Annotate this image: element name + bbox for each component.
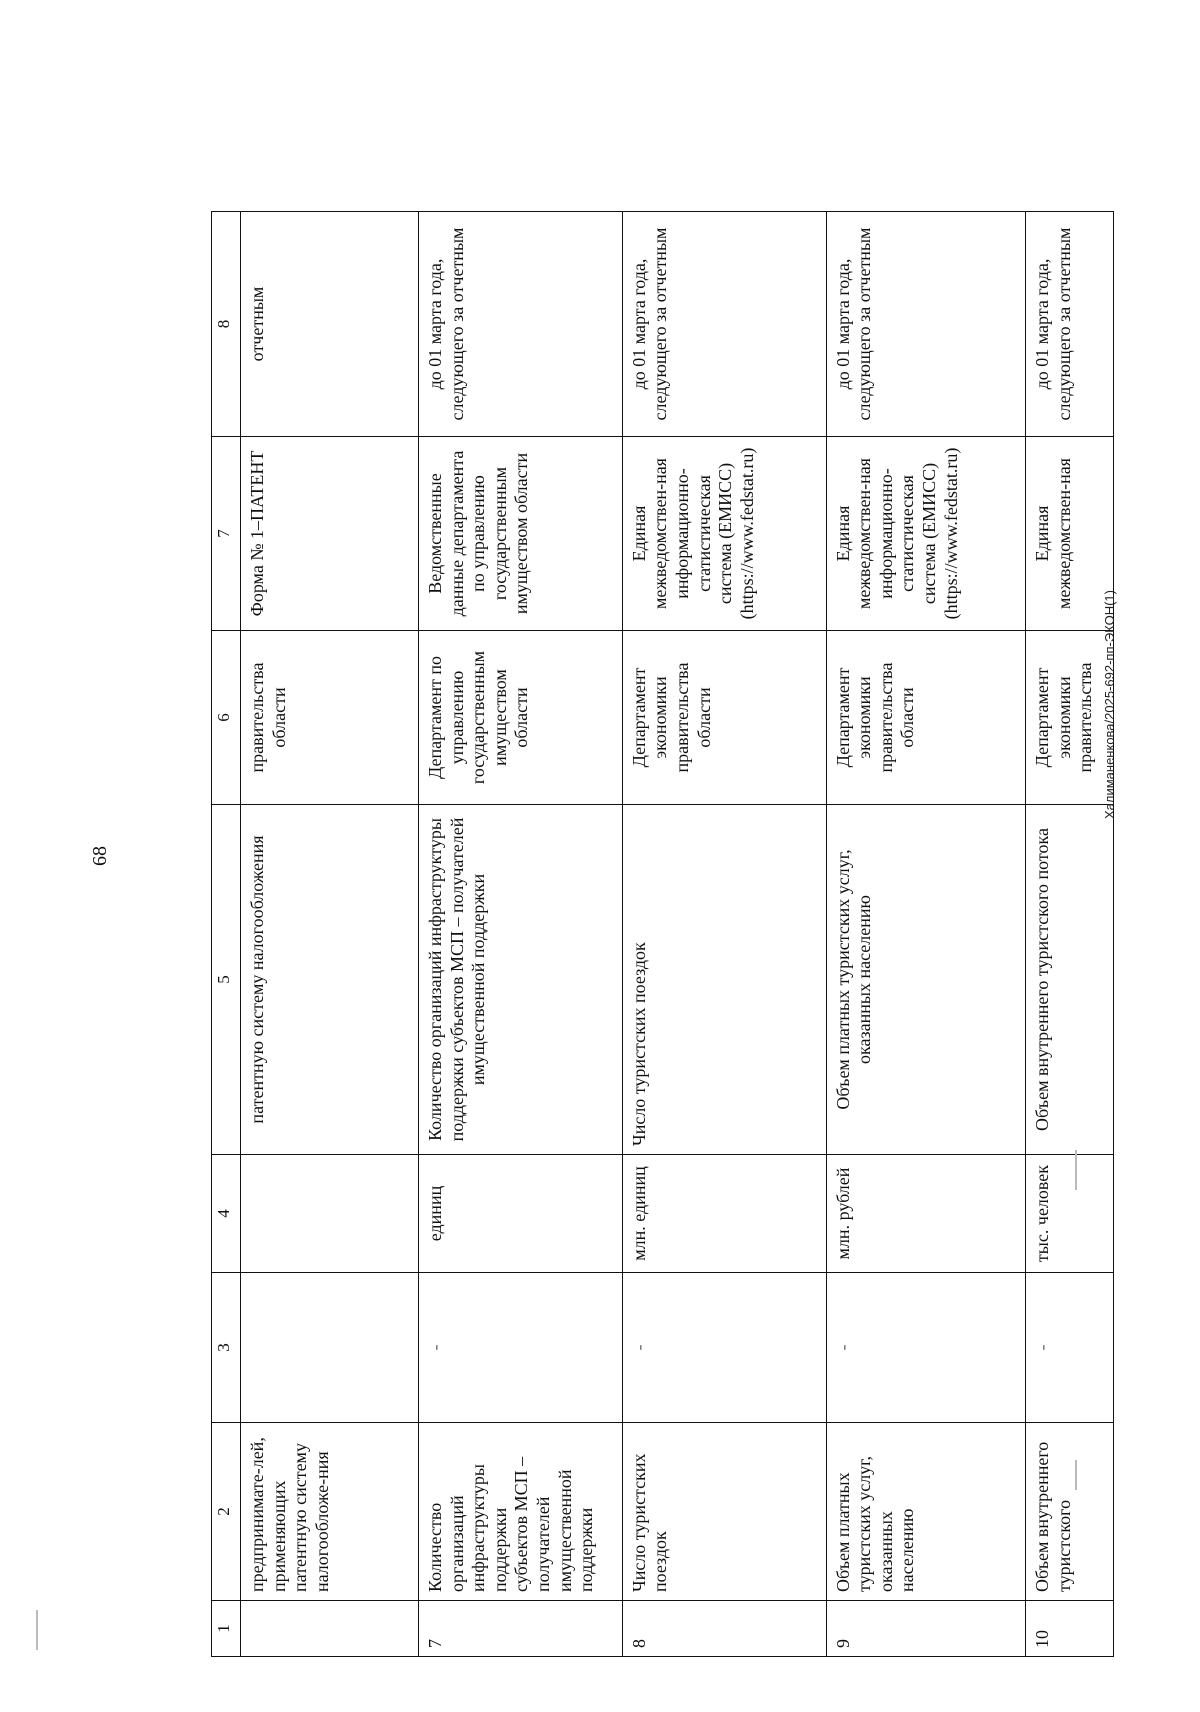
unit-cell: тыс. человек (1025, 1154, 1113, 1272)
unit-cell: млн. единиц (622, 1154, 826, 1272)
header-col-2: 2 (211, 1422, 240, 1600)
indicator-name-cell: Количество организаций инфраструктуры поддержки субъектов МСП – получателей имущественной поддержки (418, 1422, 622, 1600)
description-cell: Объем внутреннего туристского потока (1025, 804, 1113, 1154)
responsible-cell: Департамент экономики правительства области (622, 630, 826, 804)
deadline-cell: отчетным (240, 211, 418, 436)
header-col-4: 4 (211, 1154, 240, 1272)
table-row (622, 211, 826, 1656)
responsible-cell: правительства области (240, 630, 418, 804)
source-cell: Форма № 1–ПАТЕНТ (240, 436, 418, 630)
header-col-5: 5 (211, 804, 240, 1154)
indicator-name-cell: предпринимате-лей, применяющих патентную систему налогообложе-ния (240, 1422, 418, 1600)
source-cell: Единая межведомствен-ная информационно-статистическая система (ЕМИСС) (https://www.fedstat.ru) (826, 436, 1025, 630)
unit-cell: млн. рублей (826, 1154, 1025, 1272)
row-number-cell (240, 1600, 418, 1656)
col3-cell: - (622, 1272, 826, 1422)
responsible-cell: Департамент по управлению государственным имуществом области (418, 630, 622, 804)
deadline-cell: до 01 марта года, следующего за отчетным (622, 211, 826, 436)
table-row (826, 211, 1025, 1656)
table-header-row (211, 211, 240, 1656)
rotated-table-container (211, 212, 1114, 1657)
indicator-name-cell: Объем платных туристских услуг, оказанных населению (826, 1422, 1025, 1600)
source-cell: Единая межведомствен-ная информационно-статистическая система (ЕМИСС) (https://www.fedstat.ru) (622, 436, 826, 630)
unit-cell: единиц (418, 1154, 622, 1272)
indicator-name-cell: Объем внутреннего туристского (1025, 1422, 1113, 1600)
scan-artifact (1075, 1150, 1077, 1190)
indicator-name-cell: Число туристских поездок (622, 1422, 826, 1600)
document-footer-code: Халиманенкова/2025-692-пп-ЭКОН(1) (1102, 590, 1117, 820)
header-col-8: 8 (211, 211, 240, 436)
row-number-cell: 9 (826, 1600, 1025, 1656)
deadline-cell: до 01 марта года, следующего за отчетным (1025, 211, 1113, 436)
header-col-1: 1 (211, 1600, 240, 1656)
header-col-6: 6 (211, 630, 240, 804)
source-cell: Единая межведомствен-ная (1025, 436, 1113, 630)
responsible-cell: Департамент экономики правительства (1025, 630, 1113, 804)
deadline-cell: до 01 марта года, следующего за отчетным (826, 211, 1025, 436)
row-number-cell: 8 (622, 1600, 826, 1656)
indicators-table (211, 211, 1114, 1657)
description-cell: патентную систему налогообложения (240, 804, 418, 1154)
header-col-3: 3 (211, 1272, 240, 1422)
responsible-cell: Департамент экономики правительства области (826, 630, 1025, 804)
scan-artifact (36, 1610, 38, 1650)
row-number-cell: 10 (1025, 1600, 1113, 1656)
deadline-cell: до 01 марта года, следующего за отчетным (418, 211, 622, 436)
table-row (418, 211, 622, 1656)
description-cell: Число туристских поездок (622, 804, 826, 1154)
col3-cell: - (418, 1272, 622, 1422)
description-cell: Количество организаций инфраструктуры поддержки субъектов МСП – получателей имущественной поддержки (418, 804, 622, 1154)
page-number: 68 (89, 846, 111, 866)
col3-cell: - (826, 1272, 1025, 1422)
scan-artifact (1075, 1460, 1077, 1490)
source-cell: Ведомственные данные департамента по управлению государственным имуществом области (418, 436, 622, 630)
table-row (240, 211, 418, 1656)
header-col-7: 7 (211, 436, 240, 630)
description-cell: Объем платных туристских услуг, оказанных населению (826, 804, 1025, 1154)
unit-cell (240, 1154, 418, 1272)
row-number-cell: 7 (418, 1600, 622, 1656)
col3-cell (240, 1272, 418, 1422)
col3-cell: - (1025, 1272, 1113, 1422)
